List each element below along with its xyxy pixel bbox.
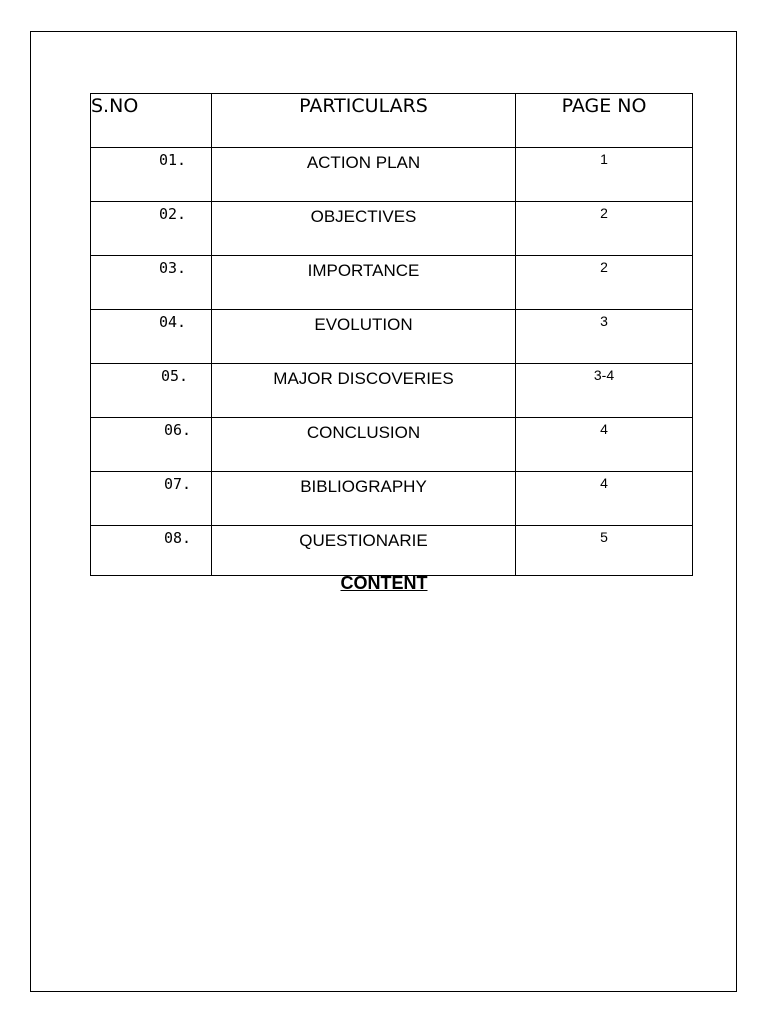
row-sno: 04.: [91, 310, 212, 364]
row-sno: 05.: [91, 364, 212, 418]
table-row: [91, 148, 693, 202]
contents-table: [90, 93, 693, 576]
header-sno: S.NO: [91, 94, 212, 148]
row-page: 3: [516, 310, 693, 364]
header-page-no: PAGE NO: [516, 94, 693, 148]
row-page: 2: [516, 202, 693, 256]
row-sno: 07.: [91, 472, 212, 526]
row-particular: IMPORTANCE: [212, 256, 516, 310]
content-caption: CONTENT: [340, 573, 428, 593]
row-particular: BIBLIOGRAPHY: [212, 472, 516, 526]
row-particular: QUESTIONARIE: [212, 526, 516, 576]
row-particular: ACTION PLAN: [212, 148, 516, 202]
row-page: 1: [516, 148, 693, 202]
row-sno: 01.: [91, 148, 212, 202]
row-particular: EVOLUTION: [212, 310, 516, 364]
row-page: 2: [516, 256, 693, 310]
row-sno: 02.: [91, 202, 212, 256]
table-header-row: [91, 94, 693, 148]
row-particular: MAJOR DISCOVERIES: [212, 364, 516, 418]
row-particular: OBJECTIVES: [212, 202, 516, 256]
table-row: [91, 364, 693, 418]
row-particular: CONCLUSION: [212, 418, 516, 472]
row-sno: 08.: [91, 526, 212, 576]
table-row: [91, 202, 693, 256]
row-sno: 03.: [91, 256, 212, 310]
table-row: [91, 418, 693, 472]
table-row: [91, 256, 693, 310]
row-page: 3-4: [516, 364, 693, 418]
table-row: [91, 310, 693, 364]
row-page: 5: [516, 526, 693, 576]
row-page: 4: [516, 472, 693, 526]
table-row: [91, 472, 693, 526]
row-page: 4: [516, 418, 693, 472]
header-particulars: PARTICULARS: [212, 94, 516, 148]
row-sno: 06.: [91, 418, 212, 472]
table-row: [91, 526, 693, 576]
